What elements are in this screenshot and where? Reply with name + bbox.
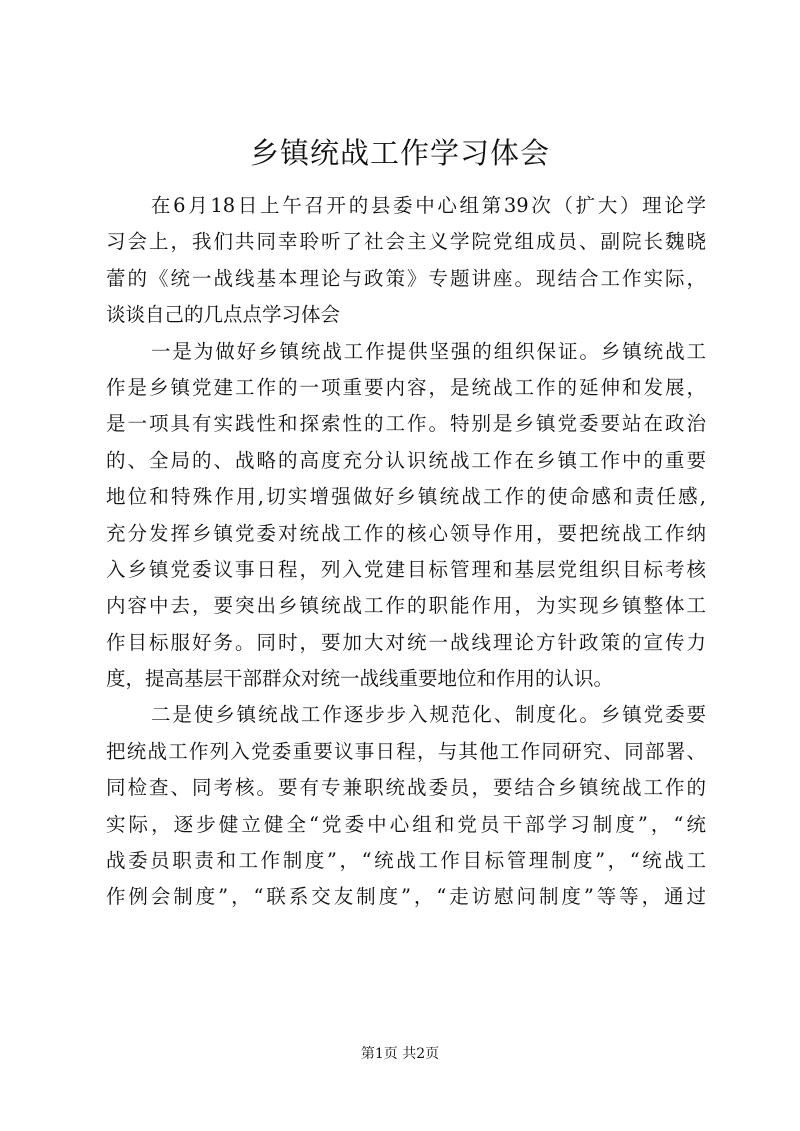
paragraph-line: 的、全局的、战略的高度充分认识统战工作在乡镇工作中的重要 xyxy=(106,448,706,472)
paragraph-line: 内容中去，要突出乡镇统战工作的职能作用，为实现乡镇整体工 xyxy=(106,594,706,618)
paragraph-line: 作是乡镇党建工作的一项重要内容，是统战工作的延伸和发展， xyxy=(106,375,706,399)
document-body xyxy=(106,188,706,916)
paragraph-line: 作目标服好务。同时，要加大对统一战线理论方针政策的宣传力 xyxy=(106,630,706,654)
paragraph-line: 同检查、同考核。要有专兼职统战委员，要结合乡镇统战工作的 xyxy=(106,776,706,800)
paragraph-line: 蕾的《统一战线基本理论与政策》专题讲座。现结合工作实际， xyxy=(106,266,706,290)
paragraph-2 xyxy=(106,334,706,698)
paragraph-line: 实际，逐步健立健全“党委中心组和党员干部学习制度”，“统 xyxy=(106,812,706,836)
paragraph-line: 在6月18日上午召开的县委中心组第39次（扩大）理论学 xyxy=(151,194,706,217)
paragraph-line: 地位和特殊作用,切实增强做好乡镇统战工作的使命感和责任感, xyxy=(106,485,706,509)
paragraph-3 xyxy=(106,697,706,915)
paragraph-line: 作例会制度”，“联系交友制度”，“走访慰问制度”等等，通过 xyxy=(106,885,706,909)
paragraph-line: 入乡镇党委议事日程，列入党建目标管理和基层党组织目标考核 xyxy=(106,557,706,581)
paragraph-line: 战委员职责和工作制度”，“统战工作目标管理制度”，“统战工 xyxy=(106,849,706,873)
document-title: 乡镇统战工作学习体会 xyxy=(249,136,550,170)
paragraph-line: 谈谈自己的几点点学习体会 xyxy=(106,303,341,327)
paragraph-line: 充分发挥乡镇党委对统战工作的核心领导作用，要把统战工作纳 xyxy=(106,521,706,545)
paragraph-line: 习会上，我们共同幸聆听了社会主义学院党组成员、副院长魏晓 xyxy=(106,230,706,254)
paragraph-1 xyxy=(106,188,706,334)
paragraph-line: 一是为做好乡镇统战工作提供坚强的组织保证。乡镇统战工 xyxy=(151,339,706,363)
page-number-footer: 第1页 共2页 xyxy=(360,1046,440,1062)
paragraph-line: 把统战工作列入党委重要议事日程，与其他工作同研究、同部署、 xyxy=(106,739,706,763)
paragraph-line: 二是使乡镇统战工作逐步步入规范化、制度化。乡镇党委要 xyxy=(151,703,706,727)
paragraph-line: 是一项具有实践性和探索性的工作。特别是乡镇党委要站在政治 xyxy=(106,412,706,436)
paragraph-line: 度，提高基层干部群众对统一战线重要地位和作用的认识。 xyxy=(106,667,614,691)
